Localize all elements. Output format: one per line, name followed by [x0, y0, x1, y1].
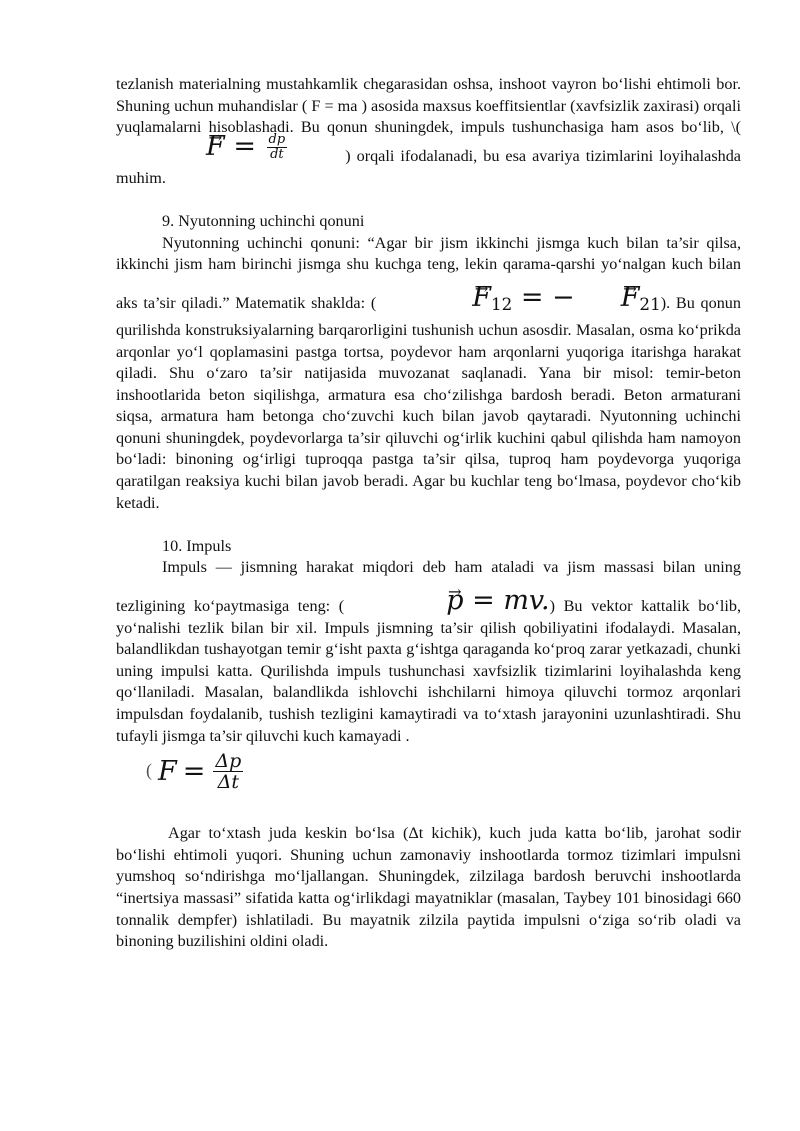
- document-page: [116, 74, 741, 953]
- section-9-text-a: Nyutonning uchinchi qonuni: “Agar bir jism ikkinchi jismga kuch bilan ta’sir qilsa, ikkinchi jism ham birinchi jismga shu kuchga teng, lekin qarama-qarshi yo‘nalgan kuch bilan aks ta’sir qiladi.” Matematik shaklda: (: [116, 233, 741, 312]
- eq-impulse-lhs: F: [158, 755, 177, 787]
- eq-p: → p: [400, 587, 463, 614]
- eq3-rhs-sub: 21: [639, 293, 661, 314]
- eq3-lhs-sub: 12: [490, 293, 513, 314]
- section-10-paragraph: [116, 557, 741, 747]
- eq-numerator: dp: [268, 131, 286, 147]
- eq-mv: mv.: [503, 585, 550, 617]
- equation-impulse-block: [146, 751, 741, 791]
- eq3-lhs: → F: [426, 284, 491, 311]
- equation-force-momentum: [206, 130, 289, 162]
- equation-momentum: [354, 585, 550, 617]
- intro-text-a: tezlanish materialning mustahkamlik chegarasidan oshsa, inshoot vayron bo‘lishi ehtimoli bor. Shuning uchun muhandislar ( F = ma ) asosida maxsus koeffitsientlar (xavfsizlik zaxirasi) orqali yuqlamalarni hisoblashadi. Bu qonun shuningdek, impuls tushunchasiga ham asos bo‘lib, \(: [116, 75, 741, 137]
- section-9-title: 9. Nyutonning uchinchi qonuni: [162, 211, 365, 230]
- eq-fraction: [267, 133, 288, 162]
- eq-denominator: dt: [270, 146, 284, 162]
- equation-third-law: [380, 281, 661, 318]
- eq3-rhs: → F: [575, 284, 640, 311]
- eq-sign: =: [233, 130, 256, 162]
- eq-impulse-denominator: Δt: [217, 770, 239, 793]
- eq-impulse-numerator: Δp: [215, 749, 242, 772]
- section-10-text-a: Impuls — jismning harakat miqdori deb ham ataladi va jism massasi bilan uning tezligining ko‘paytmasiga teng: (: [116, 558, 741, 616]
- eq-impulse-sign: =: [182, 755, 206, 787]
- eq-lhs: → F: [206, 133, 225, 160]
- section-10-title: 10. Impuls: [162, 536, 232, 555]
- intro-paragraph: [116, 74, 741, 189]
- section-10-text-b: ) Bu vektor kattalik bo‘lib, yo‘nalishi tezlik bilan bir xil. Impuls jismning ta’sir qilish qobiliyatini ifodalaydi. Masalan, balandlikdan tushayotgan temir g‘isht paxta g‘ishtga qaraganda ko‘proq zarar yetkazadi, chunki uning impulsi katta. Qurilishda impuls tushunchasi xavfsizlik tizimlarini loyihalashda keng qo‘llaniladi. Masalan, balandlikda ishlovchi ishchilarni himoya qiluvchi tormoz arqonlari impulsdan foydalanib, tushish tezligini kamaytiradi va to‘xtash jarayonini uzunlashtiradi. Shu tufayli jismga ta’sir qiluvchi kuch kamayadi .: [116, 597, 741, 745]
- eq3-sign: = −: [520, 281, 575, 313]
- closing-paragraph: Agar to‘xtash juda keskin bo‘lsa (Δt kichik), kuch juda katta bo‘lib, jarohat sodir bo‘lishi ehtimoli yuqori. Shuning uchun zamonaviy inshootlarda tormoz tizimlari impulsni yumshoq so‘ndirishga mo‘ljallangan. Shuningdek, zilzilaga bardosh beruvchi inshootlarda “inertsiya massasi” sifatida katta og‘irlikdagi mayatniklar (masalan, Taybey 101 binosidagi 660 tonnalik dempfer) ishlatiladi. Bu mayatnik zilzila paytida impulsni o‘ziga so‘rib oladi va binoning buzilishini oldini oladi.: [116, 824, 741, 951]
- eq-impulse-paren: (: [146, 760, 152, 781]
- eq-p-sign: =: [472, 585, 495, 617]
- intro-text-b: ) orqali ifodalanadi, bu esa avariya tizimlarini loyihalashda muhim.: [116, 146, 741, 187]
- section-9-text-b: ). Bu qonun qurilishda konstruksiyalarning barqarorligini tushunish uchun asosdir. Masalan, osma ko‘prikda arqonlar yo‘l qoplamasini pastga tortsa, poydevor ham arqonlarni yuqoriga itarishga harakat qiladi. Shu o‘zaro ta’sir natijasida muvozanat saqlanadi. Yana bir misol: temir-beton inshootlarida beton siqilishga, armatura esa cho‘zilishga bardosh beradi. Beton armaturani siqsa, armatura ham betonga cho‘zuvchi kuch bilan javob qaytaradi. Nyutonning uchinchi qonuni shuningdek, poydevorlarga ta’sir qiluvchi og‘irlik kuchini qabul qilishda ham namoyon bo‘ladi: binoning og‘irligi tuproqqa pastga ta’sir qilsa, tuproq ham poydevorga yuqoriga qaratilgan reaksiya kuchi bilan javob beradi. Agar bu kuchlar teng bo‘lmasa, poydevor cho‘kib ketadi.: [116, 293, 741, 512]
- section-9-paragraph: [116, 233, 741, 515]
- eq-impulse-fraction: [213, 751, 243, 792]
